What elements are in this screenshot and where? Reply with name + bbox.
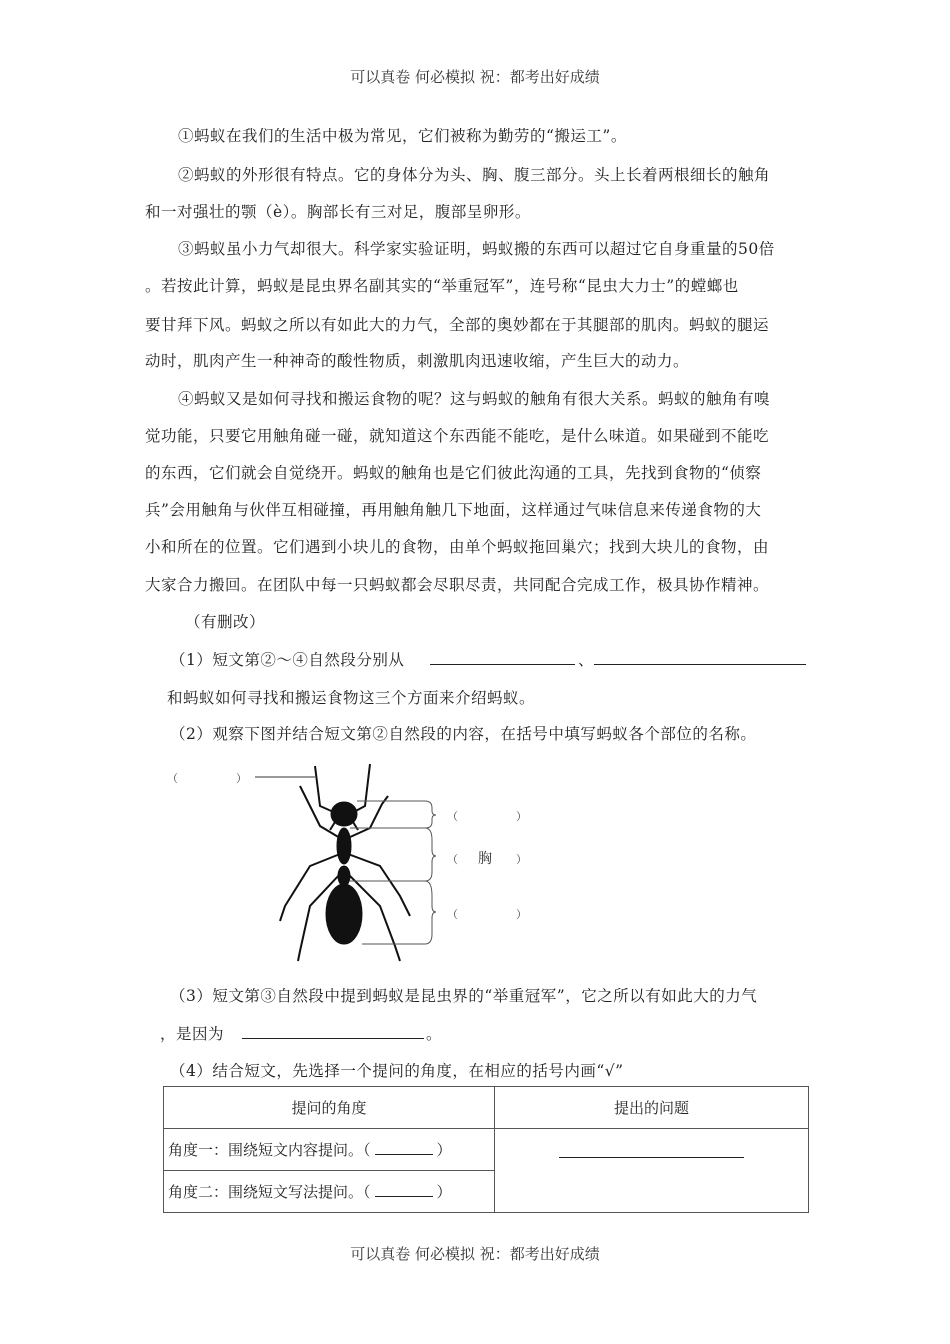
angle-2-close: ） — [436, 1183, 452, 1201]
paragraph-line: ④蚂蚁又是如何寻找和搬运食物的呢？这与蚂蚁的触角有很大关系。蚂蚁的触角有嗅 — [178, 390, 771, 408]
label-antenna-close: ） — [236, 772, 247, 785]
label-abdomen-open: （ — [447, 908, 458, 921]
q1-answer-blank-2[interactable] — [594, 650, 806, 665]
table-header-row — [164, 1087, 809, 1129]
page-footer: 可以真卷 何必模拟 祝：都考出好成绩 — [350, 1245, 600, 1263]
paragraph-line: 动时，肌肉产生一种神奇的酸性物质，刺激肌肉迅速收缩，产生巨大的动力。 — [145, 352, 690, 370]
label-abdomen-close: ） — [516, 908, 527, 921]
label-chest-text: 胸 — [478, 851, 492, 867]
label-antenna-open: （ — [167, 772, 178, 785]
table-cell-question-answer — [495, 1129, 809, 1213]
paragraph-line: 兵”会用触角与伙伴互相碰撞，再用触角触几下地面，这样通过气味信息来传递食物的大 — [145, 501, 762, 519]
question-2: （2）观察下图并结合短文第②自然段的内容，在括号中填写蚂蚁各个部位的名称。 — [170, 725, 757, 743]
paragraph-line: ②蚂蚁的外形很有特点。它的身体分为头、胸、腹三部分。头上长着两根细长的触角 — [178, 166, 771, 184]
question-1 — [170, 648, 404, 670]
angle-2-check-blank[interactable] — [375, 1184, 433, 1197]
paragraph-line: 觉功能，只要它用触角碰一碰，就知道这个东西能不能吃，是什么味道。如果碰到不能吃 — [145, 427, 770, 445]
paragraph-line: ①蚂蚁在我们的生活中极为常见，它们被称为勤劳的“搬运工”。 — [178, 127, 627, 145]
label-chest-close: ） — [516, 853, 527, 866]
q1-separator: 、 — [578, 651, 595, 669]
q1-answer-blank-1[interactable] — [430, 650, 575, 665]
table-cell-angle-2 — [164, 1171, 495, 1213]
paragraph-line: 要甘拜下风。蚂蚁之所以有如此大的力气，全部的奥妙都在于其腿部的肌肉。蚂蚁的腿运 — [145, 316, 770, 334]
paragraph-line: 的东西，它们就会自觉绕开。蚂蚁的触角也是它们彼此沟通的工具，先找到食物的“侦察 — [145, 464, 762, 482]
question-3: （3）短文第③自然段中提到蚂蚁是昆虫界的“举重冠军”，它之所以有如此大的力气 — [170, 987, 758, 1005]
table-row — [164, 1129, 809, 1171]
angle-1-text: 角度一：围绕短文内容提问。（ — [168, 1141, 371, 1159]
question-1-text: （1）短文第②～④自然段分别从 — [170, 651, 405, 669]
question-4: （4）结合短文，先选择一个提问的角度，在相应的括号内画“√” — [170, 1062, 624, 1080]
paragraph-line: 大家合力搬回。在团队中每一只蚂蚁都会尽职尽责，共同配合完成工作，极具协作精神。 — [145, 576, 770, 594]
question-answer-line[interactable] — [559, 1156, 744, 1158]
paragraph-line: ③蚂蚁虽小力气却很大。科学家实验证明，蚂蚁搬的东西可以超过它自身重量的50倍 — [178, 240, 775, 258]
angle-2-text: 角度二：围绕短文写法提问。（ — [168, 1183, 371, 1201]
angle-1-check-blank[interactable] — [375, 1142, 433, 1155]
q3-answer-blank[interactable] — [242, 1024, 424, 1039]
question-3-suffix: 。 — [426, 1025, 443, 1043]
table-cell-angle-1 — [164, 1129, 495, 1171]
edit-note: （有删改） — [185, 613, 266, 631]
label-chest-open: （ — [447, 853, 458, 866]
question-table — [163, 1086, 809, 1213]
question-3-prefix: ，是因为 — [160, 1025, 225, 1043]
table-header-question: 提出的问题 — [495, 1087, 809, 1129]
label-head-open: （ — [447, 810, 458, 823]
label-head-close: ） — [516, 810, 527, 823]
question-1-continued: 和蚂蚁如何寻找和搬运食物这三个方面来介绍蚂蚁。 — [167, 689, 536, 707]
table-header-angle: 提问的角度 — [164, 1087, 495, 1129]
paragraph-line: 和一对强壮的颚（è）。胸部长有三对足，腹部呈卵形。 — [145, 203, 531, 221]
paragraph-line: 。若按此计算，蚂蚁是昆虫界名副其实的“举重冠军”，连号称“昆虫大力士”的螳螂也 — [145, 277, 739, 295]
page-header: 可以真卷 何必模拟 祝：都考出好成绩 — [350, 68, 600, 86]
paragraph-line: 小和所在的位置。它们遇到小块儿的食物，由单个蚂蚁拖回巢穴；找到大块儿的食物，由 — [145, 538, 770, 556]
angle-1-close: ） — [436, 1141, 452, 1159]
